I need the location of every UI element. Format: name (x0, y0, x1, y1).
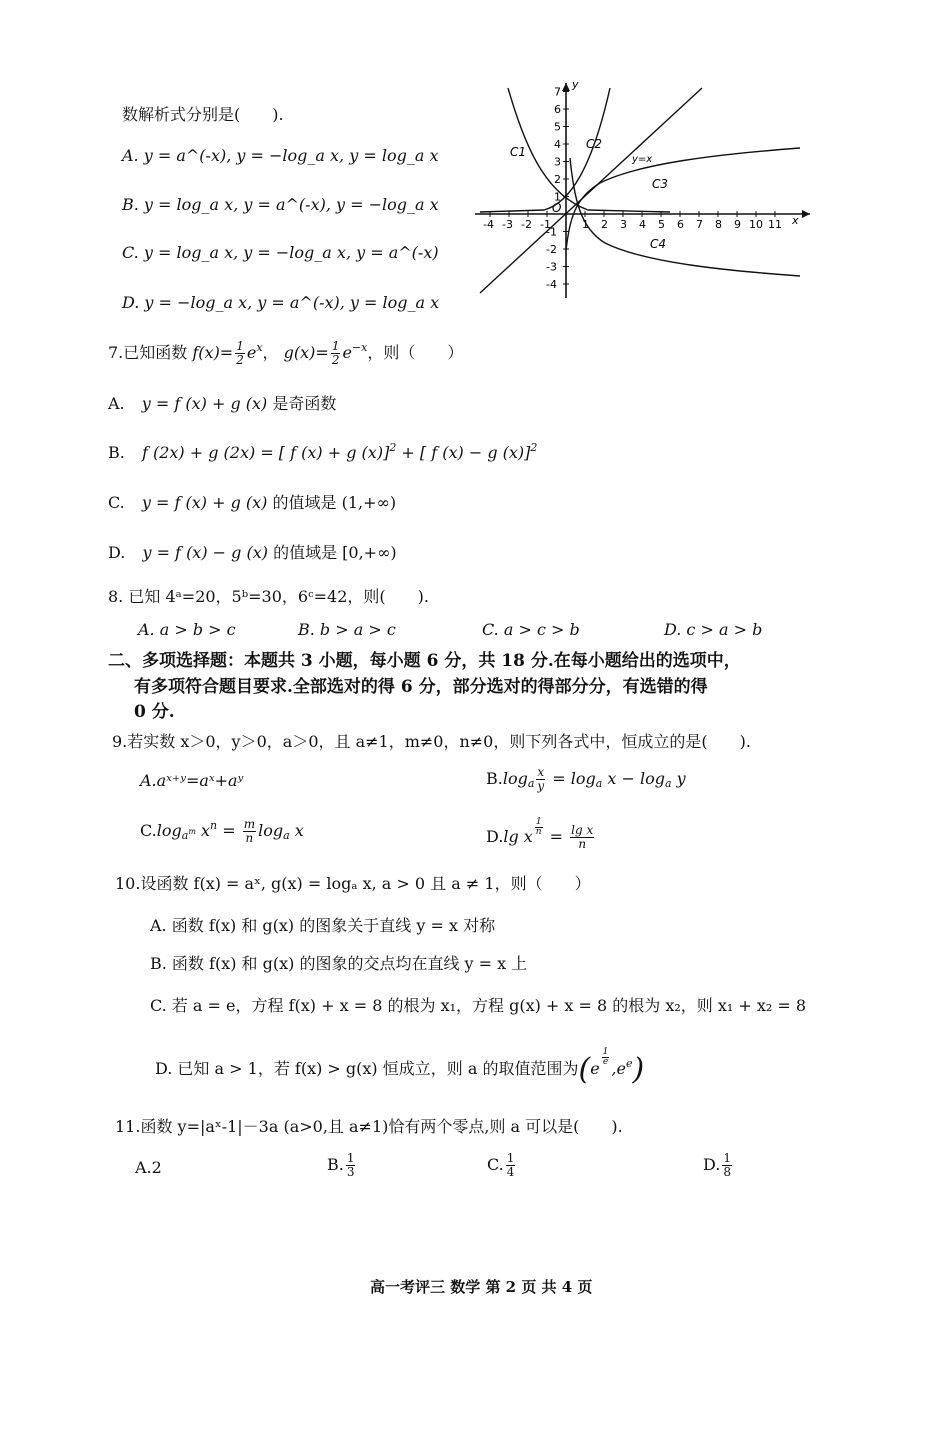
q7-option-d-text: 的值域是 [0,+∞) (273, 543, 397, 562)
q7-stem-mid: ， (262, 343, 279, 362)
x-tick-label: -4 (483, 218, 494, 231)
q9-option-c-expr: $\log_{a^m} x^n$ = $\frac{m}{n}$ $\log_a x$ (156, 817, 304, 845)
q6-option-d: D. y = −log_a x, y = a^(-x), y = log_a x (122, 293, 440, 312)
q7-option-b-letter: B. (108, 443, 125, 462)
q6-option-b: B. y = log_a x, y = a^(-x), y = −log_a x (122, 195, 439, 214)
x-tick-label: 8 (715, 218, 722, 231)
x-tick-label: 5 (658, 218, 665, 231)
x-tick-label: 11 (768, 218, 782, 231)
q7-option-c-expr: y = f (x) + g (x) (141, 493, 268, 512)
q7-f-definition: f(x)= $\frac{1}{2}$ $e^x$ (192, 339, 263, 367)
function-graph (470, 78, 815, 303)
x-axis-label: x (792, 214, 799, 227)
q7-option-c-text: 的值域是 (1,+∞) (272, 493, 397, 512)
q11-option-a: A.2 (135, 1158, 162, 1177)
q9-option-c (140, 818, 304, 845)
q9-option-d-expr: lg x $\frac{1}{n}$ = $\frac{\text{lg x}}{n}$ (503, 817, 594, 851)
q10-option-a: A. 函数 f(x) 和 g(x) 的图象关于直线 y = x 对称 (150, 916, 496, 935)
q7-option-a-text: 是奇函数 (272, 394, 337, 413)
q8-option-a: A. a > b > c (138, 620, 236, 639)
q7-stem-prefix: 7.已知函数 (108, 343, 188, 362)
q7-stem (108, 340, 463, 367)
q10-option-b: B. 函数 f(x) 和 g(x) 的图象的交点均在直线 y = x 上 (150, 954, 528, 973)
q11-option-d-letter: D. (703, 1155, 721, 1174)
x-tick-label: 10 (749, 218, 763, 231)
q9-option-b-letter: B. (486, 769, 503, 788)
q9-option-b (486, 766, 686, 793)
line-y-equals-x-label: y=x (632, 154, 653, 165)
curve-c4-label: C4 (650, 237, 667, 251)
y-tick-label: -4 (546, 278, 557, 291)
section-2-heading-line-3: 0 分. (134, 702, 175, 722)
q9-option-c-letter: C. (140, 821, 157, 840)
curve-c2-label: C2 (586, 137, 603, 151)
curve-c1-label: C1 (510, 145, 527, 159)
q11-option-c-letter: C. (487, 1155, 504, 1174)
x-tick-label: 4 (639, 218, 646, 231)
q7-option-a-expr: y = f (x) + g (x) (141, 394, 268, 413)
y-tick-label: 5 (554, 120, 561, 134)
q7-g-definition: g(x)= $\frac{1}{2}$ $e^{-x}$ (283, 339, 368, 367)
section-2-heading-line-2: 有多项符合题目要求.全部选对的得 6 分，部分选对的得部分分，有选错的得 (134, 677, 708, 697)
q7-option-c (108, 490, 396, 513)
q6-stem-tail: 数解析式分别是( ). (122, 105, 284, 124)
q9-option-d (486, 818, 596, 851)
q8-option-d: D. c > a > b (664, 620, 763, 639)
q8-stem: 8. 已知 4ᵃ=20，5ᵇ=30，6ᶜ=42，则( ). (108, 587, 429, 606)
y-tick-label: 3 (554, 155, 561, 169)
q9-stem: 9.若实数 x＞0，y＞0，a＞0，且 a≠1，m≠0，n≠0，则下列各式中，恒成立的是( ). (112, 732, 751, 751)
x-tick-label: 6 (677, 218, 684, 231)
q10-stem: 10.设函数 f(x) = aˣ, g(x) = logₐ x, a > 0 且 a ≠ 1，则（ ） (115, 874, 591, 893)
q7-stem-suffix: ，则（ ） (367, 343, 464, 362)
x-tick-label: -3 (502, 218, 513, 231)
q7-option-b-expr: f (2x) + g (2x) = [ f (x) + g (x)]$^2$ + [ f (x) − g (x)]$^2$ (141, 441, 538, 462)
q10-option-d (155, 1048, 644, 1087)
y-tick-label: -2 (546, 243, 557, 256)
q11-option-b-letter: B. (327, 1155, 344, 1174)
q11-option-d: D. $\frac{1}{8}$ (703, 1151, 731, 1179)
y-tick-label: 2 (554, 173, 561, 186)
q7-option-b (108, 441, 537, 462)
x-axis-arrow (802, 210, 810, 218)
y-tick-label: -3 (546, 260, 557, 274)
q9-option-a: A.aˣ⁺ʸ=aˣ+aʸ (140, 771, 244, 790)
q7-option-a (108, 391, 336, 414)
page-footer: 高一考评三 数学 第 2 页 共 4 页 (370, 1278, 593, 1296)
y-tick-label: 6 (554, 103, 561, 116)
q8-option-c: C. a > c > b (482, 620, 580, 639)
x-tick-label: 1 (582, 218, 589, 231)
q9-option-d-letter: D. (486, 827, 504, 846)
q10-option-c: C. 若 a = e，方程 f(x) + x = 8 的根为 x₁，方程 g(x) + x = 8 的根为 x₂，则 x₁ + x₂ = 8 (150, 996, 807, 1015)
x-tick-label: -2 (521, 218, 532, 231)
origin-label: O (552, 201, 562, 215)
q7-option-a-letter: A. (108, 394, 125, 413)
curve-c3-label: C3 (652, 177, 669, 191)
x-tick-label: 7 (696, 218, 703, 231)
q6-option-a: A. y = a^(-x), y = −log_a x, y = log_a x (122, 146, 439, 165)
y-axis-label: y (572, 78, 579, 91)
q10-option-d-text: D. 已知 a > 1，若 f(x) > g(x) 恒成立，则 a 的取值范围为 (155, 1059, 579, 1078)
x-tick-label: 9 (734, 218, 741, 231)
y-tick-label: 4 (554, 138, 561, 151)
q9-option-b-expr: $\log_a$ $\frac{x}{y}$ = $\log_a x - \log_a y$ (502, 765, 686, 793)
q11-option-c: C. $\frac{1}{4}$ (487, 1151, 515, 1179)
q11-stem: 11.函数 y=|aˣ-1|－3a (a>0,且 a≠1)恰有两个零点,则 a 可以是( ). (115, 1117, 623, 1136)
q7-option-d-expr: y = f (x) − g (x) (142, 543, 268, 562)
x-tick-label: 3 (620, 218, 627, 231)
y-axis-arrow (562, 83, 570, 91)
y-tick-label: -1 (546, 225, 557, 239)
q6-option-c: C. y = log_a x, y = −log_a x, y = a^(-x) (122, 243, 439, 262)
x-tick-label: -1 (540, 218, 551, 231)
q8-option-b: B. b > a > c (298, 620, 396, 639)
y-tick-label: 1 (554, 190, 561, 204)
q7-option-d (108, 540, 397, 563)
line-y-equals-x (480, 85, 702, 293)
q11-option-b: B. $\frac{1}{3}$ (327, 1151, 355, 1179)
section-2-heading-line-1: 二、多项选择题：本题共 3 小题，每小题 6 分，共 18 分.在每小题给出的选项中， (108, 651, 741, 671)
y-tick-label: 7 (554, 85, 561, 99)
curve-c3 (566, 148, 800, 250)
q7-option-c-letter: C. (108, 493, 125, 512)
x-tick-label: 2 (601, 218, 608, 231)
q7-option-d-letter: D. (108, 543, 126, 562)
q10-option-d-interval: (e $\frac{1}{e}$ $,e^e$) (578, 1047, 645, 1087)
